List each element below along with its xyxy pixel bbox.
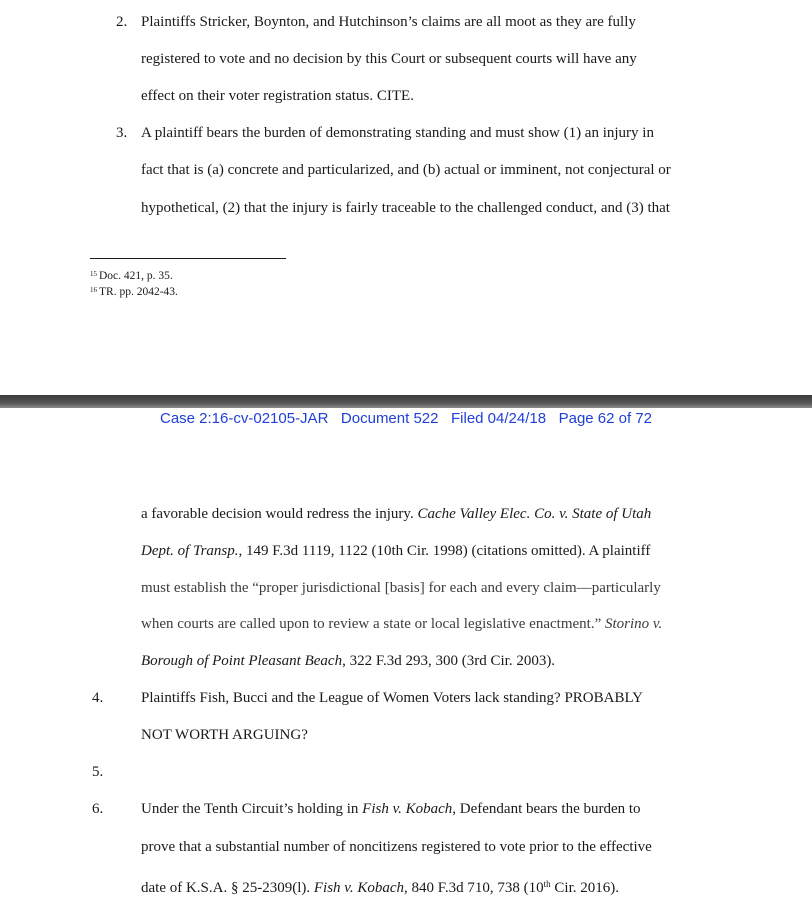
case-citation-fish-v-kobach: Fish v. Kobach [362, 801, 453, 817]
continuation-line-1 [141, 504, 651, 524]
footnote-15-mark: 15 [90, 270, 97, 278]
page-separator [0, 395, 812, 408]
case-citation-point-pleasant: Borough of Point Pleasant Beach [141, 653, 343, 669]
item-2-number: 2. [116, 14, 128, 30]
item-2-line-1: Plaintiffs Stricker, Boynton, and Hutchinson’s claims are all moot as they are fully [141, 14, 636, 30]
item-4-line-1: Plaintiffs Fish, Bucci and the League of Women Voters lack standing? PROBABLY [141, 690, 643, 706]
item-6-text: , 840 F.3d 710, 738 (10 [404, 880, 544, 896]
item-2-line-3: effect on their voter registration status. CITE. [141, 88, 414, 104]
footnote-15 [90, 267, 173, 283]
continuation-line-4 [141, 614, 662, 634]
footnote-16-mark: 16 [90, 286, 97, 294]
item-3-number: 3. [116, 125, 128, 141]
case-citation-cache-valley: Cache Valley Elec. Co. v. State of Utah [417, 506, 652, 522]
footnote-15-text: Doc. 421, p. 35. [99, 270, 173, 282]
continuation-text: when courts are called upon to review a state or local legislative enactment.” [141, 616, 605, 632]
item-2-line-2: registered to vote and no decision by this Court or subsequent courts will have any [141, 51, 637, 67]
case-header [0, 408, 812, 429]
item-5-number: 5. [92, 764, 104, 780]
continuation-line-2 [141, 541, 650, 561]
continuation-line-3: must establish the “proper jurisdictional [basis] for each and every claim—particularly [141, 580, 661, 596]
item-6-text: Under the Tenth Circuit’s holding in [141, 801, 363, 817]
case-citation-storino: Storino v. [604, 616, 663, 632]
footnote-16-text: TR. pp. 2042-43. [99, 286, 178, 298]
item-6-line-2: prove that a substantial number of noncitizens registered to vote prior to the effective [141, 839, 652, 855]
item-4-line-2: NOT WORTH ARGUING? [141, 727, 308, 743]
continuation-text: , 149 F.3d 1119, 1122 (10th Cir. 1998) (citations omitted). A plaintiff [238, 543, 651, 559]
item-6-text: date of K.S.A. § 25-2309(l). [141, 880, 314, 896]
item-6-text: , Defendant bears the burden to [452, 801, 641, 817]
filed-date: Filed 04/24/18 [451, 410, 547, 427]
item-4-number: 4. [92, 690, 104, 706]
ordinal-suffix: th [543, 879, 551, 889]
item-6-number: 6. [92, 801, 104, 817]
footnote-rule [90, 258, 286, 259]
item-3-line-1: A plaintiff bears the burden of demonstrating standing and must show (1) an injury in [141, 125, 654, 141]
page-number: Page 62 of 72 [558, 410, 653, 427]
continuation-text: , 322 F.3d 293, 300 (3rd Cir. 2003). [342, 653, 556, 669]
footnote-16 [90, 283, 178, 299]
item-6-line-3 [141, 874, 619, 898]
case-citation-fish-v-kobach: Fish v. Kobach [313, 880, 405, 896]
item-3-line-3: hypothetical, (2) that the injury is fairly traceable to the challenged conduct, and (3) that [141, 200, 670, 216]
document-number: Document 522 [340, 410, 439, 427]
case-citation-dept-transp: Dept. of Transp. [141, 543, 239, 559]
item-3-line-2: fact that is (a) concrete and particularized, and (b) actual or imminent, not conjectural or [141, 162, 671, 178]
item-6-line-1 [141, 799, 641, 819]
case-number: Case 2:16-cv-02105-JAR [159, 410, 329, 427]
continuation-text: a favorable decision would redress the injury. [141, 506, 418, 522]
continuation-line-5 [141, 651, 555, 671]
item-6-text: Cir. 2016). [550, 880, 620, 896]
